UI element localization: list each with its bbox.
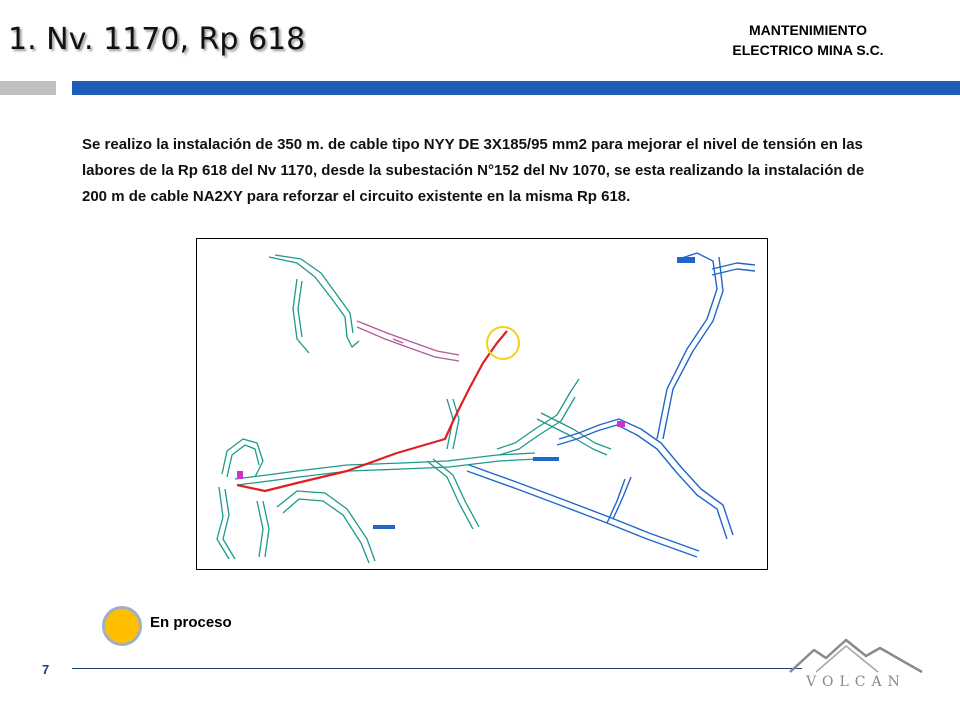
- tunnel-east-main: [467, 465, 699, 557]
- company-name-line2: ELECTRICO MINA S.C.: [732, 42, 884, 58]
- teal-tunnels: [217, 255, 611, 563]
- status-indicator: [102, 606, 142, 646]
- tunnel-central-branch: [427, 459, 479, 529]
- map-marker-ne: [677, 257, 695, 263]
- tunnel-east-stub: [607, 477, 631, 523]
- mine-plan-map: [196, 238, 768, 570]
- map-marker-central: [533, 457, 559, 461]
- tunnel-north-east-short: [712, 263, 755, 275]
- tunnel-north-left-branch: [293, 279, 309, 353]
- tunnel-north-left: [269, 255, 359, 347]
- company-name-line1: MANTENIMIENTO: [749, 22, 867, 38]
- pink-tunnel: [357, 321, 459, 361]
- mountain-icon: [786, 636, 926, 676]
- tunnel-east-diagonal: [557, 419, 733, 539]
- tunnel-southwest: [217, 487, 235, 559]
- tunnel-south-branch-2: [257, 501, 269, 557]
- tunnel-south-branch: [277, 491, 375, 563]
- volcan-logo: [786, 636, 926, 698]
- header-accent-blue: [72, 81, 960, 95]
- work-zone-highlight: [487, 327, 519, 359]
- status-label: En proceso: [150, 614, 232, 631]
- volcan-logo-text: VOLCAN: [806, 674, 906, 690]
- footer-divider: [72, 668, 802, 669]
- mine-plan-drawing: [197, 239, 767, 569]
- map-marker-south: [373, 525, 395, 529]
- map-marker-west: [237, 471, 243, 479]
- description-text: Se realizo la instalación de 350 m. de cable tipo NYY DE 3X185/95 mm2 para mejorar el nivel de tensión en las labores de la Rp 618 del Nv 1170, desde la subestación N°152 del Nv 1070, se esta realizando la instalación de 200 m de cable NA2XY para reforzar el circuito existente en la misma Rp 618.: [82, 136, 865, 205]
- tunnel-mid-branch: [497, 379, 579, 455]
- blue-tunnels: [467, 253, 755, 557]
- company-name: [678, 20, 938, 60]
- tunnel-north-east: [657, 253, 723, 439]
- page-number: 7: [42, 662, 50, 677]
- map-marker-pink: [617, 421, 625, 427]
- cable-route: [237, 331, 507, 491]
- page-title: 1. Nv. 1170, Rp 618: [8, 22, 306, 57]
- header-accent-grey: [0, 81, 56, 95]
- pink-markers: [237, 421, 625, 479]
